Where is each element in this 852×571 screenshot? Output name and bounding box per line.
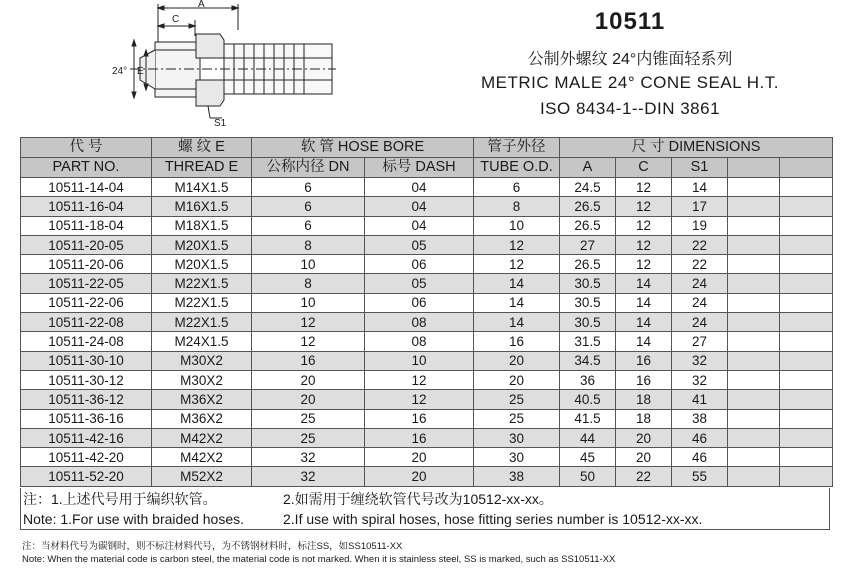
cell-hose-dn: 6 [252, 216, 365, 235]
cell-dim-a: 30.5 [560, 313, 616, 332]
cell-empty [780, 428, 833, 447]
cell-tube-od: 25 [474, 390, 560, 409]
cell-dim-s1: 22 [672, 255, 728, 274]
cell-hose-dash: 20 [365, 448, 474, 467]
cell-empty [728, 467, 780, 486]
cell-tube-od: 16 [474, 332, 560, 351]
cell-part-no: 10511-36-16 [21, 409, 152, 428]
cell-tube-od: 20 [474, 370, 560, 389]
cell-empty [728, 409, 780, 428]
cell-thread: M30X2 [152, 351, 252, 370]
table-row [21, 390, 833, 409]
cell-dim-s1: 24 [672, 293, 728, 312]
cell-hose-dn: 6 [252, 178, 365, 197]
cell-dim-c: 16 [616, 370, 672, 389]
cell-empty [780, 293, 833, 312]
cell-tube-od: 10 [474, 216, 560, 235]
cell-empty [728, 313, 780, 332]
cell-empty [728, 274, 780, 293]
cell-part-no: 10511-42-16 [21, 428, 152, 447]
table-row [21, 428, 833, 447]
table-row [21, 216, 833, 235]
cell-hose-dash: 06 [365, 293, 474, 312]
cell-tube-od: 14 [474, 274, 560, 293]
cell-hose-dash: 16 [365, 409, 474, 428]
cell-dim-c: 18 [616, 409, 672, 428]
cell-empty [728, 197, 780, 216]
header-tube-cn: 管子外径 [474, 138, 560, 158]
cell-dim-s1: 55 [672, 467, 728, 486]
cell-thread: M18X1.5 [152, 216, 252, 235]
cell-dim-a: 30.5 [560, 274, 616, 293]
cell-thread: M42X2 [152, 428, 252, 447]
cell-hose-dash: 04 [365, 197, 474, 216]
cell-part-no: 10511-30-10 [21, 351, 152, 370]
cell-empty [728, 255, 780, 274]
cell-part-no: 10511-22-08 [21, 313, 152, 332]
cell-thread: M22X1.5 [152, 313, 252, 332]
cell-tube-od: 6 [474, 178, 560, 197]
cell-part-no: 10511-42-20 [21, 448, 152, 467]
cell-dim-c: 18 [616, 390, 672, 409]
cell-empty [780, 255, 833, 274]
cell-tube-od: 20 [474, 351, 560, 370]
cell-dim-a: 24.5 [560, 178, 616, 197]
cell-part-no: 10511-36-12 [21, 390, 152, 409]
header-s1: S1 [672, 158, 728, 178]
cell-hose-dn: 25 [252, 428, 365, 447]
cell-thread: M24X1.5 [152, 332, 252, 351]
cell-dim-a: 44 [560, 428, 616, 447]
cell-thread: M52X2 [152, 467, 252, 486]
cell-dim-s1: 46 [672, 428, 728, 447]
cell-empty [780, 197, 833, 216]
cell-hose-dash: 10 [365, 351, 474, 370]
cell-dim-a: 40.5 [560, 390, 616, 409]
cell-tube-od: 38 [474, 467, 560, 486]
cell-dim-a: 27 [560, 235, 616, 254]
header-tube-en: TUBE O.D. [474, 158, 560, 178]
cell-dim-c: 16 [616, 351, 672, 370]
cell-empty [780, 332, 833, 351]
cell-part-no: 10511-20-06 [21, 255, 152, 274]
cell-tube-od: 12 [474, 255, 560, 274]
dim-c-label: C [172, 14, 180, 25]
table-row [21, 370, 833, 389]
cell-tube-od: 25 [474, 409, 560, 428]
header-empty [780, 158, 833, 178]
cell-part-no: 10511-24-08 [21, 332, 152, 351]
cell-empty [728, 178, 780, 197]
title-block [430, 6, 830, 119]
cell-empty [728, 293, 780, 312]
cell-part-no: 10511-16-04 [21, 197, 152, 216]
header-hose-bore: 软 管 HOSE BORE [252, 138, 474, 158]
header-empty [728, 158, 780, 178]
cell-dim-a: 30.5 [560, 293, 616, 312]
cell-dim-s1: 38 [672, 409, 728, 428]
table-row [21, 467, 833, 486]
cell-dim-s1: 32 [672, 351, 728, 370]
dimension-table [20, 137, 833, 487]
cell-dim-a: 50 [560, 467, 616, 486]
cell-tube-od: 30 [474, 428, 560, 447]
cell-empty [728, 390, 780, 409]
cell-dim-a: 26.5 [560, 216, 616, 235]
cell-dim-s1: 17 [672, 197, 728, 216]
cell-dim-s1: 22 [672, 235, 728, 254]
header-part-cn: 代 号 [21, 138, 152, 158]
cell-empty [780, 216, 833, 235]
cell-part-no: 10511-30-12 [21, 370, 152, 389]
cell-dim-a: 26.5 [560, 197, 616, 216]
cell-hose-dash: 16 [365, 428, 474, 447]
cell-dim-a: 41.5 [560, 409, 616, 428]
cell-hose-dn: 12 [252, 313, 365, 332]
cell-empty [728, 216, 780, 235]
cell-hose-dash: 12 [365, 370, 474, 389]
cell-empty [728, 235, 780, 254]
cell-hose-dn: 12 [252, 332, 365, 351]
header-a: A [560, 158, 616, 178]
cell-hose-dn: 32 [252, 467, 365, 486]
cell-hose-dn: 10 [252, 293, 365, 312]
table-row [21, 235, 833, 254]
header-part-en: PART NO. [21, 158, 152, 178]
cell-thread: M16X1.5 [152, 197, 252, 216]
cell-dim-c: 14 [616, 332, 672, 351]
cell-dim-c: 12 [616, 197, 672, 216]
cell-dim-a: 45 [560, 448, 616, 467]
dim-a-label: A [198, 0, 205, 10]
cell-dim-s1: 14 [672, 178, 728, 197]
cell-dim-s1: 32 [672, 370, 728, 389]
footnote-en: Note: When the material code is carbon steel, the material code is not marked. When it is stainless steel, SS is marked, such as SS10511-XX [22, 554, 616, 565]
dim-e-label: E [137, 66, 144, 77]
cell-dim-c: 14 [616, 313, 672, 332]
header-dimensions: 尺 寸 DIMENSIONS [560, 138, 833, 158]
cell-empty [780, 274, 833, 293]
cell-hose-dn: 32 [252, 448, 365, 467]
cell-part-no: 10511-14-04 [21, 178, 152, 197]
cell-empty [780, 390, 833, 409]
fitting-drawing [110, 0, 340, 128]
cell-hose-dash: 04 [365, 178, 474, 197]
cell-thread: M42X2 [152, 448, 252, 467]
header-c: C [616, 158, 672, 178]
notes-box [20, 488, 830, 530]
cell-part-no: 10511-22-06 [21, 293, 152, 312]
cell-hose-dash: 08 [365, 313, 474, 332]
footnote-cn: 注：当材料代号为碳钢时，则不标注材料代号，为不锈钢材料时，标注SS，如SS10511-XX [22, 541, 403, 552]
cell-thread: M36X2 [152, 409, 252, 428]
cell-hose-dn: 25 [252, 409, 365, 428]
cell-hose-dash: 20 [365, 467, 474, 486]
cell-dim-c: 20 [616, 428, 672, 447]
header-dash: 标号 DASH [365, 158, 474, 178]
cell-hose-dn: 6 [252, 197, 365, 216]
note-en-2: 2.If use with spiral hoses, hose fitting series number is 10512-xx-xx. [283, 511, 703, 527]
cell-empty [728, 370, 780, 389]
part-code: 10511 [594, 8, 666, 35]
cell-dim-c: 20 [616, 448, 672, 467]
cell-dim-c: 12 [616, 216, 672, 235]
cell-tube-od: 30 [474, 448, 560, 467]
cell-part-no: 10511-18-04 [21, 216, 152, 235]
cell-tube-od: 14 [474, 313, 560, 332]
dim-s1-label: S1 [214, 118, 227, 128]
cell-dim-s1: 24 [672, 313, 728, 332]
table-row [21, 274, 833, 293]
cell-empty [780, 448, 833, 467]
cell-part-no: 10511-22-05 [21, 274, 152, 293]
cell-thread: M20X1.5 [152, 235, 252, 254]
cell-dim-c: 14 [616, 293, 672, 312]
cell-empty [728, 332, 780, 351]
cell-hose-dash: 06 [365, 255, 474, 274]
cell-empty [780, 178, 833, 197]
cell-hose-dn: 16 [252, 351, 365, 370]
cell-hose-dash: 12 [365, 390, 474, 409]
cell-hose-dash: 08 [365, 332, 474, 351]
cell-empty [780, 235, 833, 254]
note-en-1: Note: 1.For use with braided hoses. [23, 511, 245, 527]
cell-dim-s1: 27 [672, 332, 728, 351]
cell-tube-od: 12 [474, 235, 560, 254]
cell-empty [780, 467, 833, 486]
table-body [21, 178, 833, 487]
cell-empty [780, 313, 833, 332]
cell-hose-dn: 10 [252, 255, 365, 274]
cell-tube-od: 8 [474, 197, 560, 216]
cell-hose-dash: 04 [365, 216, 474, 235]
cell-dim-c: 12 [616, 235, 672, 254]
table-row [21, 197, 833, 216]
cell-dim-c: 12 [616, 178, 672, 197]
table-row [21, 448, 833, 467]
cell-dim-c: 22 [616, 467, 672, 486]
cell-dim-a: 36 [560, 370, 616, 389]
table-row [21, 178, 833, 197]
cell-hose-dn: 20 [252, 390, 365, 409]
table-row [21, 409, 833, 428]
cell-empty [728, 428, 780, 447]
dim-angle-label: 24° [112, 66, 128, 77]
cell-part-no: 10511-52-20 [21, 467, 152, 486]
cell-dim-s1: 24 [672, 274, 728, 293]
cell-dim-a: 34.5 [560, 351, 616, 370]
cell-thread: M20X1.5 [152, 255, 252, 274]
cell-tube-od: 14 [474, 293, 560, 312]
cell-hose-dn: 8 [252, 235, 365, 254]
cell-thread: M22X1.5 [152, 274, 252, 293]
table-row [21, 255, 833, 274]
cell-thread: M14X1.5 [152, 178, 252, 197]
header-thread-en: THREAD E [152, 158, 252, 178]
cell-dim-a: 31.5 [560, 332, 616, 351]
title-english: METRIC MALE 24° CONE SEAL H.T. [481, 73, 779, 92]
cell-empty [780, 409, 833, 428]
cell-dim-c: 14 [616, 274, 672, 293]
cell-thread: M36X2 [152, 390, 252, 409]
cell-thread: M22X1.5 [152, 293, 252, 312]
cell-thread: M30X2 [152, 370, 252, 389]
cell-dim-s1: 41 [672, 390, 728, 409]
cell-dim-c: 12 [616, 255, 672, 274]
cell-dim-a: 26.5 [560, 255, 616, 274]
header-thread-cn: 螺 纹 E [152, 138, 252, 158]
cell-empty [780, 351, 833, 370]
cell-empty [728, 351, 780, 370]
cell-empty [728, 448, 780, 467]
table-row [21, 293, 833, 312]
table-row [21, 313, 833, 332]
table-row [21, 351, 833, 370]
note-cn-2: 2.如需用于缠绕软管代号改为10512-xx-xx。 [283, 491, 553, 507]
cell-hose-dn: 20 [252, 370, 365, 389]
title-chinese: 公制外螺纹 24°内锥面轻系列 [527, 51, 733, 68]
cell-empty [780, 370, 833, 389]
table-row [21, 332, 833, 351]
cell-hose-dash: 05 [365, 274, 474, 293]
cell-hose-dn: 8 [252, 274, 365, 293]
cell-dim-s1: 19 [672, 216, 728, 235]
cell-dim-s1: 46 [672, 448, 728, 467]
cell-part-no: 10511-20-05 [21, 235, 152, 254]
standard-reference: ISO 8434-1--DIN 3861 [539, 99, 721, 118]
header-dn: 公称内径 DN [252, 158, 365, 178]
cell-hose-dash: 05 [365, 235, 474, 254]
note-cn-1: 注：1.上述代号用于编织软管。 [23, 491, 217, 507]
